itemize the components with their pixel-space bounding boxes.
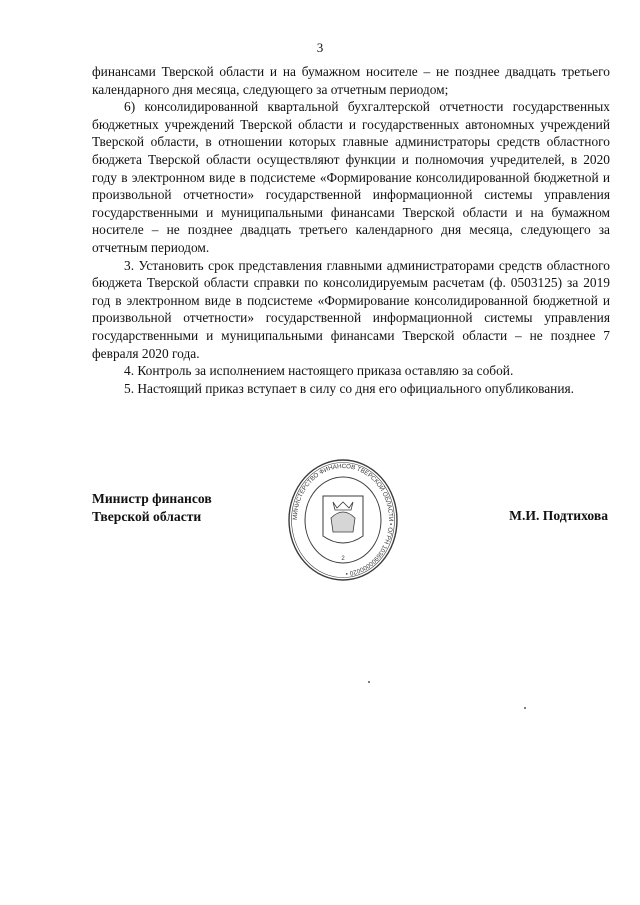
official-seal bbox=[287, 458, 399, 582]
seal-number: 2 bbox=[341, 556, 345, 562]
paragraph-item-4: 4. Контроль за исполнением настоящего приказа оставляю за собой. bbox=[124, 363, 514, 379]
page-number: 3 bbox=[316, 40, 324, 55]
paragraph-continuation: финансами Тверской области и на бумажном носителе – не позднее двадцать третьего календарного дня месяца, следующего за отчетным периодом; bbox=[92, 64, 610, 97]
document-body bbox=[92, 63, 610, 397]
signatory-title-line1: Министр финансов bbox=[92, 491, 212, 506]
scan-speck bbox=[368, 681, 370, 683]
signatory-title bbox=[92, 490, 212, 526]
signer-name: М.И. Подтихова bbox=[509, 508, 608, 523]
scan-speck bbox=[524, 707, 526, 709]
paragraph-item-6: 6) консолидированной квартальной бухгалтерской отчетности государственных бюджетных учреждений Тверской области и государственных автономных учреждений Тверской области, в отношении которых главные администраторы средств областного бюджета Тверской области осуществляют функции и полномочия учредителей, в 2020 году в электронном виде в подсистеме «Формирование консолидированной бюджетной и произвольной отчетности» государственной информационной системы управления государственными и муниципальными финансами Тверской области и на бумажном носителе – не позднее двадцать третьего календарного дня месяца, следующего за отчетным периодом. bbox=[92, 99, 610, 255]
paragraph-item-5: 5. Настоящий приказ вступает в силу со дня его официального опубликования. bbox=[124, 380, 574, 396]
seal-ring-text: МИНИСТЕРСТВО ФИНАНСОВ ТВЕРСКОЙ ОБЛАСТИ • ОГРН 1036900000020 • bbox=[291, 462, 395, 577]
paragraph-item-3: 3. Установить срок представления главными администраторами средств областного бюджета Тверской области справки по консолидируемым расчетам (ф. 0503125) за 2019 год в электронном виде в подсистеме «Формирование консолидированной бюджетной и произвольной отчетности» государственной информационной системы управления государственными и муниципальными финансами Тверской области – не позднее 7 февраля 2020 года. bbox=[92, 257, 610, 361]
signatory-title-line2: Тверской области bbox=[92, 509, 202, 524]
